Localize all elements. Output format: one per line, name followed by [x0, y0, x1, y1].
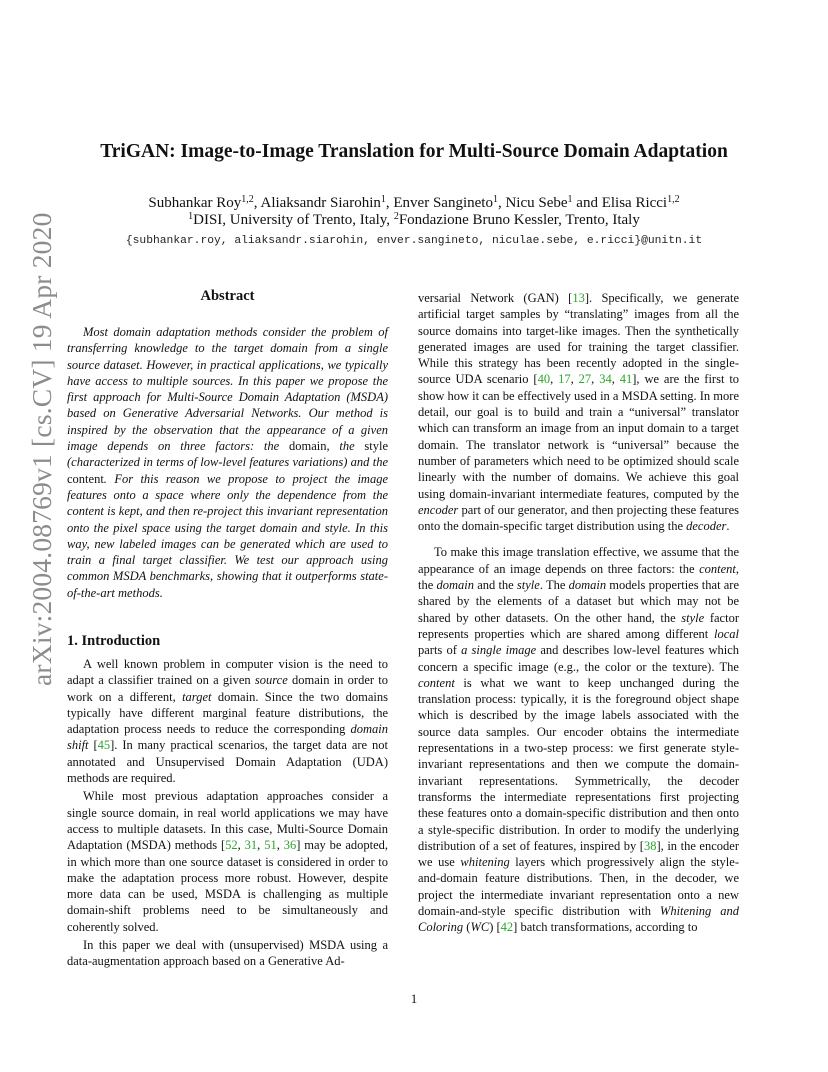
- text-emphasis: Whitening and Coloring: [418, 903, 739, 935]
- paragraph: [418, 544, 739, 935]
- citation-link[interactable]: 31: [244, 838, 258, 853]
- citation-link[interactable]: 34: [599, 372, 612, 387]
- text: , the: [418, 561, 739, 593]
- text-emphasis: content: [418, 675, 455, 690]
- section-heading-introduction: 1. Introduction: [67, 633, 161, 649]
- text: ] batch transformations, according to: [513, 920, 698, 935]
- abstract-fragment: domain: [288, 439, 327, 454]
- text-emphasis: local: [714, 626, 739, 641]
- text: part of our generator, and then projecting these features onto the domain-specific target distribution using the: [418, 502, 739, 534]
- text: factor represents properties which are shared among different: [418, 610, 739, 641]
- text-emphasis: domain shift: [67, 722, 388, 753]
- introduction-body: [67, 656, 388, 970]
- text-emphasis: style: [681, 610, 705, 625]
- text: versarial Network (GAN) [: [418, 291, 573, 305]
- abstract-fragment: , the: [326, 439, 365, 454]
- author-affil-mark: 1,2: [241, 194, 254, 205]
- affil-mark: 2: [393, 211, 399, 222]
- citation-link[interactable]: 52: [225, 838, 238, 853]
- text: .: [726, 519, 730, 534]
- author-affil-mark: 1,2: [667, 194, 680, 205]
- text: While most previous adaptation approaches consider a single source domain, in real world applications we may have access to multiple datasets. In this case, Multi-Source Domain Adaptation (MSDA) methods [: [67, 789, 388, 853]
- text-emphasis: decoder: [686, 519, 727, 534]
- text: ], we are the first to show how it can be effectively used in a MSDA setting. In more detail, our goal is to build and train a “universal” translator which can transform an image from an input domain to a target domain. The translator network is “universal” because the number of parameters which need to be optimized should scale linearly with the number of domains. We achieve this goal using domain-invariant intermediate features, computed by the: [418, 372, 740, 501]
- text-emphasis: a single image: [461, 643, 537, 658]
- text: . The: [539, 578, 569, 593]
- page-number: 1: [410, 991, 418, 1006]
- text: A well known problem in computer vision is the need to adapt a classifier trained on a given: [67, 657, 388, 688]
- author-name: Elisa Ricci: [601, 195, 668, 211]
- abstract-heading: Abstract: [200, 288, 255, 304]
- text: domain. Since the two domains typically have different marginal feature distributions, the adaptation process needs to reduce the corresponding: [67, 689, 388, 737]
- paragraph: While most previous adaptation approaches consider a single source domain, in real world applications we may have access to multiple datasets. In this case, Multi-Source Domain Adaptation (MSDA) methods [52, 31, 51, 36] may be adopted, in which more than one source dataset is considered in order to make the adaptation process more robust. However, despite more data can be used, MSDA is challenging as multiple domain-shift problems need to be simultaneously and coherently solved.: [67, 789, 389, 934]
- text: is what we want to keep unchanged during the translation process: typically, it is the foreground object shape which is described by the image labels associated with the source data samples. Our encoder obtains the intermediate representations in a two-step process: we first generate style-invariant representations and then we compute the domain-invariant representations. Symmetrically, the decoder transforms the intermediate representations first projecting these features onto a domain-specific distribution and then onto a style-specific distribution. In order to modify the underlying distribution of a set of features, inspired by [: [418, 675, 739, 853]
- paragraph: [67, 656, 388, 786]
- affiliation: Fondazione Bruno Kessler, Trento, Italy: [398, 212, 640, 228]
- abstract-fragment: (characterized in terms of low-level features variations) and the: [67, 455, 388, 470]
- text: domain in order to work on a different,: [67, 673, 388, 704]
- author-affil-mark: 1: [567, 194, 573, 205]
- author-affil-mark: 1: [380, 194, 386, 205]
- citation-link[interactable]: 13: [572, 291, 585, 305]
- citation-link[interactable]: 36: [283, 838, 297, 853]
- arxiv-sidebar: [22, 212, 58, 686]
- text-emphasis: domain: [568, 578, 607, 593]
- citation-link[interactable]: 40: [537, 372, 551, 387]
- abstract-fragment: . For this reason we propose to project the image features onto a space where only the dependence from the content is kept, and then re-project this invariant representation onto the pixel space using the target domain and style. In this way, new labeled images can be generated which are used to train a final target classifier. We test our approach using common MSDA benchmarks, showing that it outperforms state-of-the-art methods.: [67, 471, 388, 600]
- text-emphasis: encoder: [418, 502, 459, 517]
- author-name: Subhankar Roy: [148, 195, 242, 211]
- abstract-text: [67, 324, 388, 601]
- text: To make this image translation effective, we assume that the appearance of an image depends on three factors: the: [418, 545, 739, 576]
- text: ]. Specifically, we generate artificial target samples by “translating” images from all the source domains into target-like images. Then the synthetically generated images are used for training the target classifier. While this strategy has been recently adopted in the single-source UDA scenario [: [418, 291, 740, 387]
- right-column-body: [418, 290, 739, 936]
- text: ] may be adopted, in which more than one source dataset is considered in order to make the adaptation process more robust. However, despite more data can be used, MSDA is challenging as multiple domain-shift problems need to be simultaneously and coherently solved.: [67, 838, 389, 934]
- separator: ,: [497, 195, 506, 211]
- author-name: Enver Sangineto: [393, 195, 493, 211]
- text-emphasis: target: [182, 689, 212, 704]
- abstract-fragment: Most domain adaptation methods consider the problem of transferring knowledge to the target domain from a single source dataset. However, in practical applications, we typically have access to multiple sources. In this paper we propose the first approach for Multi-Source Domain Adaptation (MSDA) based on Generative Adversarial Networks. Our method is inspired by the observation that the appearance of a given image depends on three factors: the: [67, 325, 388, 454]
- text: ]. In many practical scenarios, the target data are not annotated and Unsupervised Domain Adaptation (UDA) methods are required.: [67, 738, 388, 786]
- separator: and: [572, 195, 602, 211]
- author-list: [0, 193, 828, 214]
- citation-link[interactable]: 51: [264, 838, 277, 853]
- text: [: [88, 738, 98, 753]
- text-emphasis: domain: [436, 578, 474, 593]
- text: ], in the encoder we use: [418, 838, 739, 870]
- affiliation: DISI, University of Trento, Italy,: [193, 212, 394, 228]
- text-emphasis: WC: [470, 920, 490, 935]
- text: ) [: [489, 920, 501, 935]
- text-emphasis: source: [254, 673, 288, 688]
- text: layers which progressively align the style-and-domain feature distributions. Then, in the decoder, we project the intermediate invariant representation onto a new domain-and-style specific distribution with: [418, 855, 739, 918]
- text: (: [463, 920, 471, 935]
- affil-mark: 1: [188, 211, 194, 222]
- text: and the: [473, 578, 517, 593]
- arxiv-identifier[interactable]: arXiv:2004.08769v1 [cs.CV] 19 Apr 2020: [26, 212, 57, 686]
- citation-link[interactable]: 27: [578, 372, 592, 387]
- affiliations: [0, 212, 828, 229]
- paper-title: TriGAN: Image-to-Image Translation for Multi-Source Domain Adaptation: [100, 141, 728, 162]
- citation-link[interactable]: 17: [558, 372, 571, 387]
- author-name: Nicu Sebe: [505, 195, 568, 211]
- text: and describes low-level features which concern a specific image (e.g., the color or the texture). The: [418, 643, 739, 674]
- paragraph: versarial Network (GAN) [13]. Specifically, we generate artificial target samples by “translating” images from all the source domains into target-like images. Then the synthetically generated images are used for training the target classifier. While this strategy has been recently adopted in the single-source UDA scenario [40, 17, 27, 34, 41], we are the first to show how it can be effectively used in a MSDA setting. In more detail, our goal is to build and train a “universal” translator which can transform an image from an input domain to a target domain. The translator network is “universal” because the number of parameters which need to be optimized should scale linearly with the number of domains. We achieve this goal using domain-invariant intermediate features, computed by the encoder part of our generator, and then projecting these features onto the domain-specific target distribution using the decoder.: [418, 291, 740, 534]
- text-emphasis: style: [516, 578, 540, 593]
- text-emphasis: whitening: [460, 855, 510, 870]
- citation-link[interactable]: 45: [97, 738, 111, 753]
- text-emphasis: content: [699, 561, 736, 576]
- text: parts of: [418, 643, 462, 658]
- author-emails: {subhankar.roy, aliaksandr.siarohin, enver.sangineto, niculae.sebe, e.ricci}@unitn.it: [125, 235, 703, 247]
- citation-link[interactable]: 41: [619, 372, 633, 387]
- citation-link[interactable]: 38: [643, 838, 657, 853]
- paragraph: In this paper we deal with (unsupervised) MSDA using a data-augmentation approach based on a Generative Ad-: [67, 938, 388, 969]
- abstract-fragment: content: [67, 471, 104, 486]
- text: models properties that are shared by the elements of a dataset but which may not be shared by other datasets. On the other hand, the: [418, 578, 739, 625]
- author-name: Aliaksandr Siarohin: [260, 195, 381, 211]
- abstract-fragment: style: [364, 439, 388, 454]
- citation-link[interactable]: 42: [500, 920, 514, 935]
- author-affil-mark: 1: [492, 194, 498, 205]
- separator: ,: [385, 195, 394, 211]
- separator: ,: [253, 195, 261, 211]
